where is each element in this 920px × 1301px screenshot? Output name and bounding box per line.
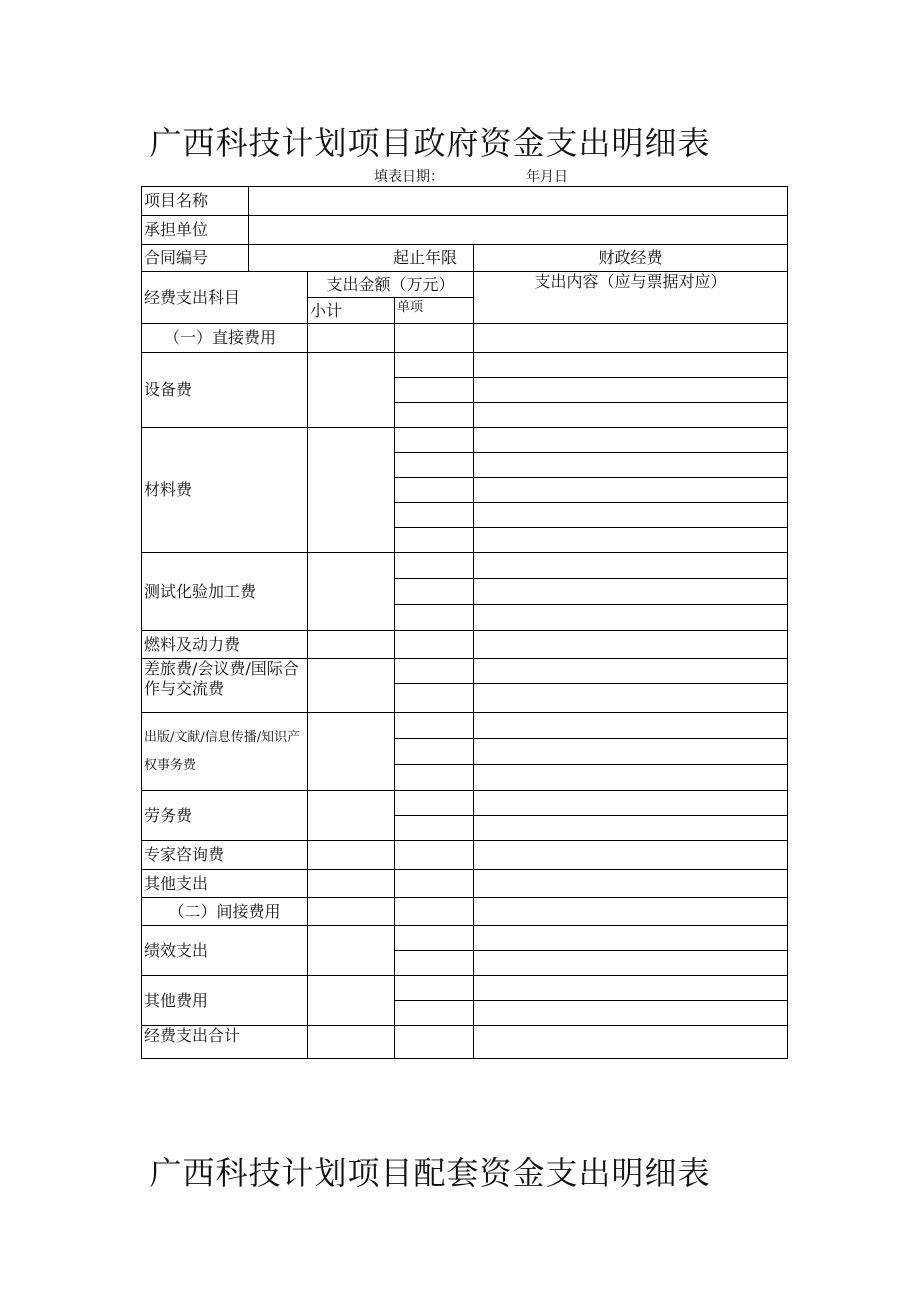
item-header: 单项	[395, 298, 474, 324]
content-cell[interactable]	[474, 791, 788, 816]
item-cell[interactable]	[395, 353, 474, 378]
content-cell[interactable]	[474, 428, 788, 453]
item-cell[interactable]	[395, 976, 474, 1001]
performance-subtotal-cell[interactable]	[308, 926, 395, 976]
travel-label: 差旅费/会议费/国际合作与交流费	[142, 659, 308, 713]
contract-no-label: 合同编号	[142, 245, 249, 272]
item-cell[interactable]	[395, 553, 474, 579]
content-cell[interactable]	[474, 631, 788, 659]
page-title: 广西科技计划项目政府资金支出明细表	[149, 124, 711, 162]
other-fee-subtotal-cell[interactable]	[308, 976, 395, 1026]
content-cell[interactable]	[474, 765, 788, 791]
content-cell[interactable]	[474, 841, 788, 870]
item-cell[interactable]	[395, 898, 474, 926]
labor-label: 劳务费	[142, 791, 308, 841]
item-cell[interactable]	[395, 739, 474, 765]
item-cell[interactable]	[395, 428, 474, 453]
item-cell[interactable]	[395, 605, 474, 631]
total-label: 经费支出合计	[142, 1026, 308, 1059]
item-cell[interactable]	[395, 631, 474, 659]
equipment-label: 设备费	[142, 353, 308, 428]
item-cell[interactable]	[395, 841, 474, 870]
total-subtotal-cell[interactable]	[308, 1026, 395, 1059]
content-cell[interactable]	[474, 684, 788, 713]
other-fee-label: 其他费用	[142, 976, 308, 1026]
content-header: 支出内容（应与票据对应）	[474, 272, 788, 324]
expert-label: 专家咨询费	[142, 841, 308, 870]
fuel-label: 燃料及动力费	[142, 631, 308, 659]
item-cell[interactable]	[395, 453, 474, 478]
fiscal-label: 财政经费	[474, 245, 788, 272]
item-cell[interactable]	[395, 478, 474, 503]
content-cell[interactable]	[474, 553, 788, 579]
content-cell[interactable]	[474, 870, 788, 898]
direct-subtotal-cell[interactable]	[308, 324, 395, 353]
project-name-label: 项目名称	[142, 187, 249, 216]
item-cell[interactable]	[395, 765, 474, 791]
indirect-subtotal-cell[interactable]	[308, 898, 395, 926]
item-cell[interactable]	[395, 816, 474, 841]
content-cell[interactable]	[474, 816, 788, 841]
indirect-cost-label: （二）间接费用	[142, 898, 308, 926]
content-cell[interactable]	[474, 503, 788, 528]
material-label: 材料费	[142, 428, 308, 553]
expert-subtotal-cell[interactable]	[308, 841, 395, 870]
period-label: 起止年限	[249, 245, 474, 272]
content-cell[interactable]	[474, 324, 788, 353]
item-cell[interactable]	[395, 503, 474, 528]
content-cell[interactable]	[474, 659, 788, 684]
content-cell[interactable]	[474, 528, 788, 553]
publish-subtotal-cell[interactable]	[308, 713, 395, 791]
content-cell[interactable]	[474, 378, 788, 403]
content-cell[interactable]	[474, 951, 788, 976]
second-title: 广西科技计划项目配套资金支出明细表	[149, 1154, 711, 1192]
item-cell[interactable]	[395, 659, 474, 684]
other-expense-subtotal-cell[interactable]	[308, 870, 395, 898]
content-cell[interactable]	[474, 976, 788, 1001]
travel-subtotal-cell[interactable]	[308, 659, 395, 713]
content-cell[interactable]	[474, 605, 788, 631]
amount-header: 支出金额（万元）	[308, 272, 474, 298]
direct-cost-label: （一）直接费用	[142, 324, 308, 353]
performance-label: 绩效支出	[142, 926, 308, 976]
item-cell[interactable]	[395, 324, 474, 353]
testing-subtotal-cell[interactable]	[308, 553, 395, 631]
item-cell[interactable]	[395, 403, 474, 428]
material-subtotal-cell[interactable]	[308, 428, 395, 553]
item-cell[interactable]	[395, 1026, 474, 1059]
item-cell[interactable]	[395, 378, 474, 403]
content-cell[interactable]	[474, 739, 788, 765]
content-cell[interactable]	[474, 713, 788, 739]
project-name-value[interactable]	[249, 187, 788, 216]
content-cell[interactable]	[474, 579, 788, 605]
item-cell[interactable]	[395, 579, 474, 605]
item-cell[interactable]	[395, 926, 474, 951]
item-cell[interactable]	[395, 713, 474, 739]
undertaker-label: 承担单位	[142, 216, 249, 245]
content-cell[interactable]	[474, 1026, 788, 1059]
content-cell[interactable]	[474, 453, 788, 478]
fill-date-label: 填表日期：	[374, 169, 444, 185]
content-cell[interactable]	[474, 353, 788, 378]
fill-date-line	[374, 166, 568, 186]
equipment-subtotal-cell[interactable]	[308, 353, 395, 428]
fill-date-ymd: 年月日	[526, 169, 568, 185]
content-cell[interactable]	[474, 1001, 788, 1026]
item-cell[interactable]	[395, 1001, 474, 1026]
publish-label: 出版/文献/信息传播/知识产权事务费	[142, 713, 308, 791]
testing-label: 测试化验加工费	[142, 553, 308, 631]
item-cell[interactable]	[395, 791, 474, 816]
content-cell[interactable]	[474, 403, 788, 428]
subject-header: 经费支出科目	[142, 272, 308, 324]
undertaker-value[interactable]	[249, 216, 788, 245]
labor-subtotal-cell[interactable]	[308, 791, 395, 841]
other-expense-label: 其他支出	[142, 870, 308, 898]
content-cell[interactable]	[474, 898, 788, 926]
content-cell[interactable]	[474, 478, 788, 503]
item-cell[interactable]	[395, 684, 474, 713]
item-cell[interactable]	[395, 528, 474, 553]
item-cell[interactable]	[395, 951, 474, 976]
content-cell[interactable]	[474, 926, 788, 951]
item-cell[interactable]	[395, 870, 474, 898]
subtotal-header: 小计	[308, 298, 395, 324]
fuel-subtotal-cell[interactable]	[308, 631, 395, 659]
expense-table	[141, 186, 788, 1059]
